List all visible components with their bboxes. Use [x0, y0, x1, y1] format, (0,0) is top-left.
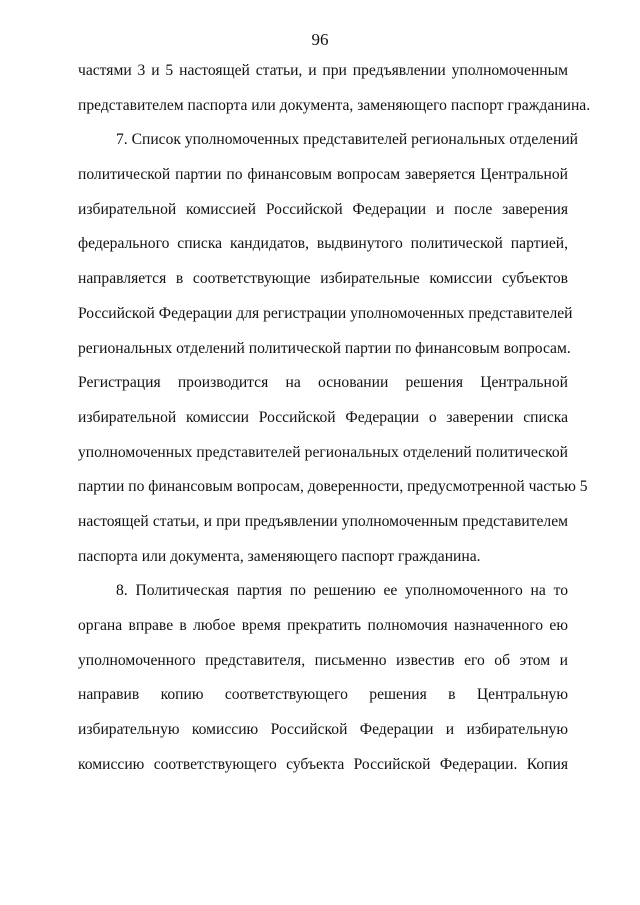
text-line-15: паспорта или документа, заменяющего паспорт гражданина.	[78, 547, 481, 565]
document-body	[78, 54, 591, 782]
paragraph-8-first-line: 8. Политическая партия по решению ее уполномоченного на то	[116, 582, 568, 600]
text-line-10: Регистрация производится на основании решения Центральной	[78, 374, 568, 392]
text-line-1: частями 3 и 5 настоящей статьи, и при предъявлении уполномоченным	[78, 62, 568, 79]
text-line-2: представителем паспорта или документа, заменяющего паспорт гражданина.	[78, 96, 591, 114]
text-line-5: избирательной комиссией Российской Федерации и после заверения	[78, 200, 568, 218]
text-line-18: уполномоченного представителя, письменно известив его об этом и	[78, 651, 568, 669]
text-line-6: федерального списка кандидатов, выдвинутого политической партией,	[78, 235, 568, 253]
text-line-20: избирательную комиссию Российской Федерации и избирательную	[78, 721, 568, 739]
paragraph-7-first-line: 7. Список уполномоченных представителей региональных отделений	[116, 131, 579, 149]
text-line-11: избирательной комиссии Российской Федерации о заверении списка	[78, 408, 568, 426]
text-line-13: партии по финансовым вопросам, доверенности, предусмотренной частью 5	[78, 478, 588, 496]
text-line-9: региональных отделений политической партии по финансовым вопросам.	[78, 339, 571, 357]
text-line-21: комиссию соответствующего субъекта Российской Федерации. Копия	[78, 755, 568, 773]
text-line-12: уполномоченных представителей региональных отделений политической	[78, 443, 568, 461]
text-line-7: направляется в соответствующие избирательные комиссии субъектов	[78, 270, 568, 288]
text-line-14: настоящей статьи, и при предъявлении уполномоченным представителем	[78, 512, 568, 530]
text-line-19: направив копию соответствующего решения в Центральную	[78, 686, 568, 704]
text-line-17: органа вправе в любое время прекратить полномочия назначенного ею	[78, 617, 568, 634]
page-number: 96	[311, 30, 329, 49]
text-line-4: политической партии по финансовым вопросам заверяется Центральной	[78, 166, 568, 184]
text-line-8: Российской Федерации для регистрации уполномоченных представителей	[78, 304, 573, 322]
